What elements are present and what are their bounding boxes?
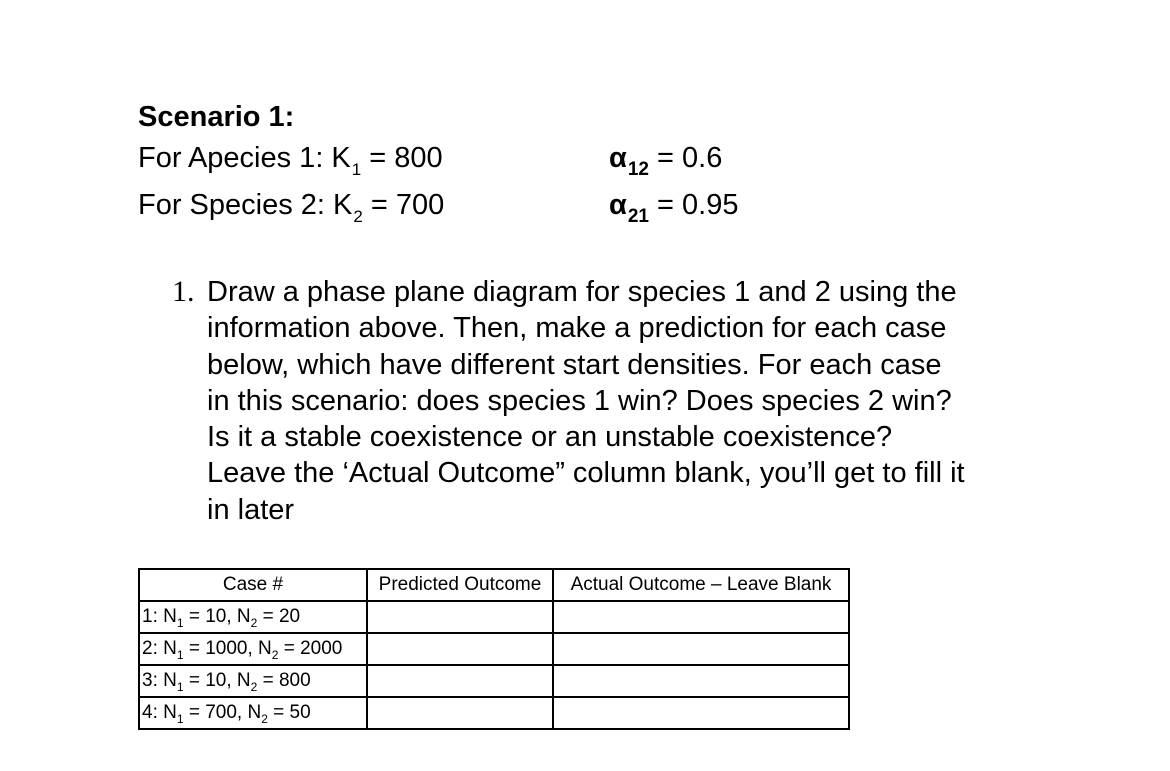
alpha12-coefficient — [609, 141, 722, 179]
species2-k-subscript: 2 — [353, 207, 363, 226]
header-case: Case # — [139, 569, 367, 601]
case-label: 1: N — [142, 606, 177, 627]
header-predicted-outcome: Predicted Outcome — [367, 569, 553, 601]
n2-value: = 20 — [257, 606, 301, 627]
table-row — [139, 633, 849, 665]
n2-subscript: 2 — [271, 648, 279, 662]
question-line: Draw a phase plane diagram for species 1 and 2 using the — [207, 276, 957, 308]
question-line: in later — [207, 493, 295, 526]
n1-subscript: 1 — [176, 616, 184, 630]
case-cell — [139, 665, 367, 697]
n1-value: = 10, N — [183, 606, 251, 627]
question-number: 1. — [172, 275, 195, 308]
question-line: in this scenario: does species 1 win? Does species 2 win? — [207, 384, 952, 417]
case-cell — [139, 633, 367, 665]
species2-k-value: = 700 — [362, 189, 445, 221]
n2-subscript: 2 — [250, 616, 258, 630]
alpha21-subscript: 21 — [627, 206, 649, 227]
alpha12-value: = 0.6 — [648, 142, 723, 174]
n2-subscript: 2 — [250, 680, 258, 694]
n1-value: = 1000, N — [183, 638, 272, 659]
case-cell — [139, 697, 367, 729]
case-label: 3: N — [142, 670, 177, 691]
question-text — [207, 274, 1047, 528]
species1-prefix: For Apecies 1: K — [138, 142, 351, 174]
table-row — [139, 697, 849, 729]
predicted-outcome-cell[interactable] — [367, 697, 553, 729]
question-line: information above. Then, make a prediction for each case — [207, 312, 947, 345]
n1-subscript: 1 — [176, 648, 184, 662]
n2-value: = 50 — [267, 702, 311, 723]
species1-k-subscript: 1 — [351, 160, 362, 179]
n2-value: = 2000 — [278, 638, 343, 659]
n1-subscript: 1 — [176, 680, 184, 694]
actual-outcome-cell[interactable] — [553, 601, 849, 633]
table-row — [139, 665, 849, 697]
scenario-title: Scenario 1: — [138, 101, 295, 133]
n1-subscript: 1 — [176, 712, 184, 726]
actual-outcome-cell[interactable] — [553, 697, 849, 729]
table-row — [139, 601, 849, 633]
predicted-outcome-cell[interactable] — [367, 633, 553, 665]
n1-value: = 700, N — [183, 702, 262, 723]
question-line: Is it a stable coexistence or an unstable coexistence? — [207, 421, 893, 454]
alpha12-subscript: 12 — [627, 159, 649, 180]
actual-outcome-cell[interactable] — [553, 633, 849, 665]
outcomes-table — [138, 568, 850, 730]
header-actual-outcome: Actual Outcome – Leave Blank — [553, 569, 849, 601]
case-label: 4: N — [142, 702, 177, 723]
n2-value: = 800 — [257, 670, 311, 691]
n1-value: = 10, N — [183, 670, 251, 691]
predicted-outcome-cell[interactable] — [367, 601, 553, 633]
actual-outcome-cell[interactable] — [553, 665, 849, 697]
predicted-outcome-cell[interactable] — [367, 665, 553, 697]
alpha21-symbol: α — [609, 189, 627, 221]
n2-subscript: 2 — [261, 712, 268, 726]
species2-capacity — [138, 188, 444, 226]
question-line: below, which have different start densities. For each case — [207, 348, 942, 381]
alpha12-symbol: α — [609, 142, 627, 174]
case-cell — [139, 601, 367, 633]
question-line: Leave the ‘Actual Outcome” column blank, you’ll get to fill it — [207, 457, 965, 490]
case-label: 2: N — [142, 638, 177, 659]
table-header-row — [139, 569, 849, 601]
species1-k-value: = 800 — [361, 142, 443, 174]
species1-capacity — [138, 141, 443, 179]
alpha21-coefficient — [609, 188, 738, 226]
alpha21-value: = 0.95 — [648, 189, 739, 221]
species2-prefix: For Species 2: K — [138, 189, 353, 221]
